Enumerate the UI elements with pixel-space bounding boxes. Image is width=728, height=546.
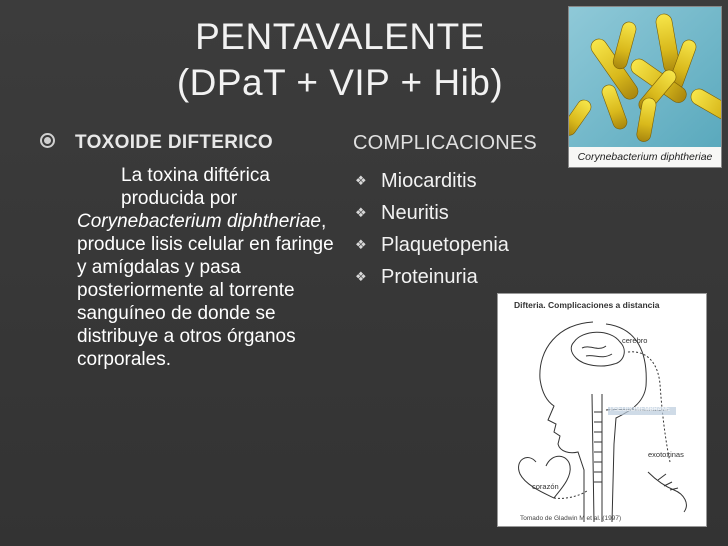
list-item: ❖ Neuritis: [355, 198, 509, 230]
diamond-bullet-icon: ❖: [355, 269, 367, 284]
left-heading-text: TOXOIDE DIFTERICO: [75, 132, 273, 153]
label-cerebro: cerebro: [622, 336, 648, 345]
list-item: ❖ Plaquetopenia: [355, 230, 509, 262]
right-heading: COMPLICACIONES: [353, 132, 537, 154]
body-species: Corynebacterium diphtheriae: [77, 211, 321, 232]
complications-list: [355, 166, 509, 294]
title-line-1: PENTAVALENTE: [195, 16, 485, 57]
body-rest: , produce lisis celular en faringe y amígdalas y pasa posteriormente al torrente sanguíneo de donde se distribuye a otros órganos corporales.: [77, 211, 334, 370]
diamond-bullet-icon: ❖: [355, 205, 367, 220]
bacteria-caption: Corynebacterium diphtheriae: [569, 147, 721, 167]
title-line-2: (DPaT + VIP + Hib): [176, 62, 504, 103]
diamond-bullet-icon: ❖: [355, 173, 367, 188]
label-exotoxinas: exotoxinas: [648, 450, 684, 459]
circle-bullet-icon: [40, 133, 55, 148]
diagram-title: Difteria. Complicaciones a distancia: [514, 300, 660, 310]
label-pseudomembrane: PSEUDOMEMBRANE: [610, 407, 671, 413]
bacteria-illustration: [569, 7, 721, 147]
bacteria-micrograph: [568, 6, 722, 168]
left-heading: [40, 132, 273, 154]
complications-diagram: [497, 293, 707, 527]
body-intro: La toxina diftérica producida por: [121, 165, 270, 209]
label-corazon: corazón: [532, 482, 559, 491]
diagram-credit: Tomado de Gladwin M et al. (1997): [520, 515, 622, 522]
list-item: ❖ Miocarditis: [355, 166, 509, 198]
head-profile-drawing: [498, 294, 706, 526]
left-body-text: [77, 164, 337, 371]
diamond-bullet-icon: ❖: [355, 237, 367, 252]
slide-title: [120, 14, 560, 106]
list-item: ❖ Proteinuria: [355, 262, 509, 294]
